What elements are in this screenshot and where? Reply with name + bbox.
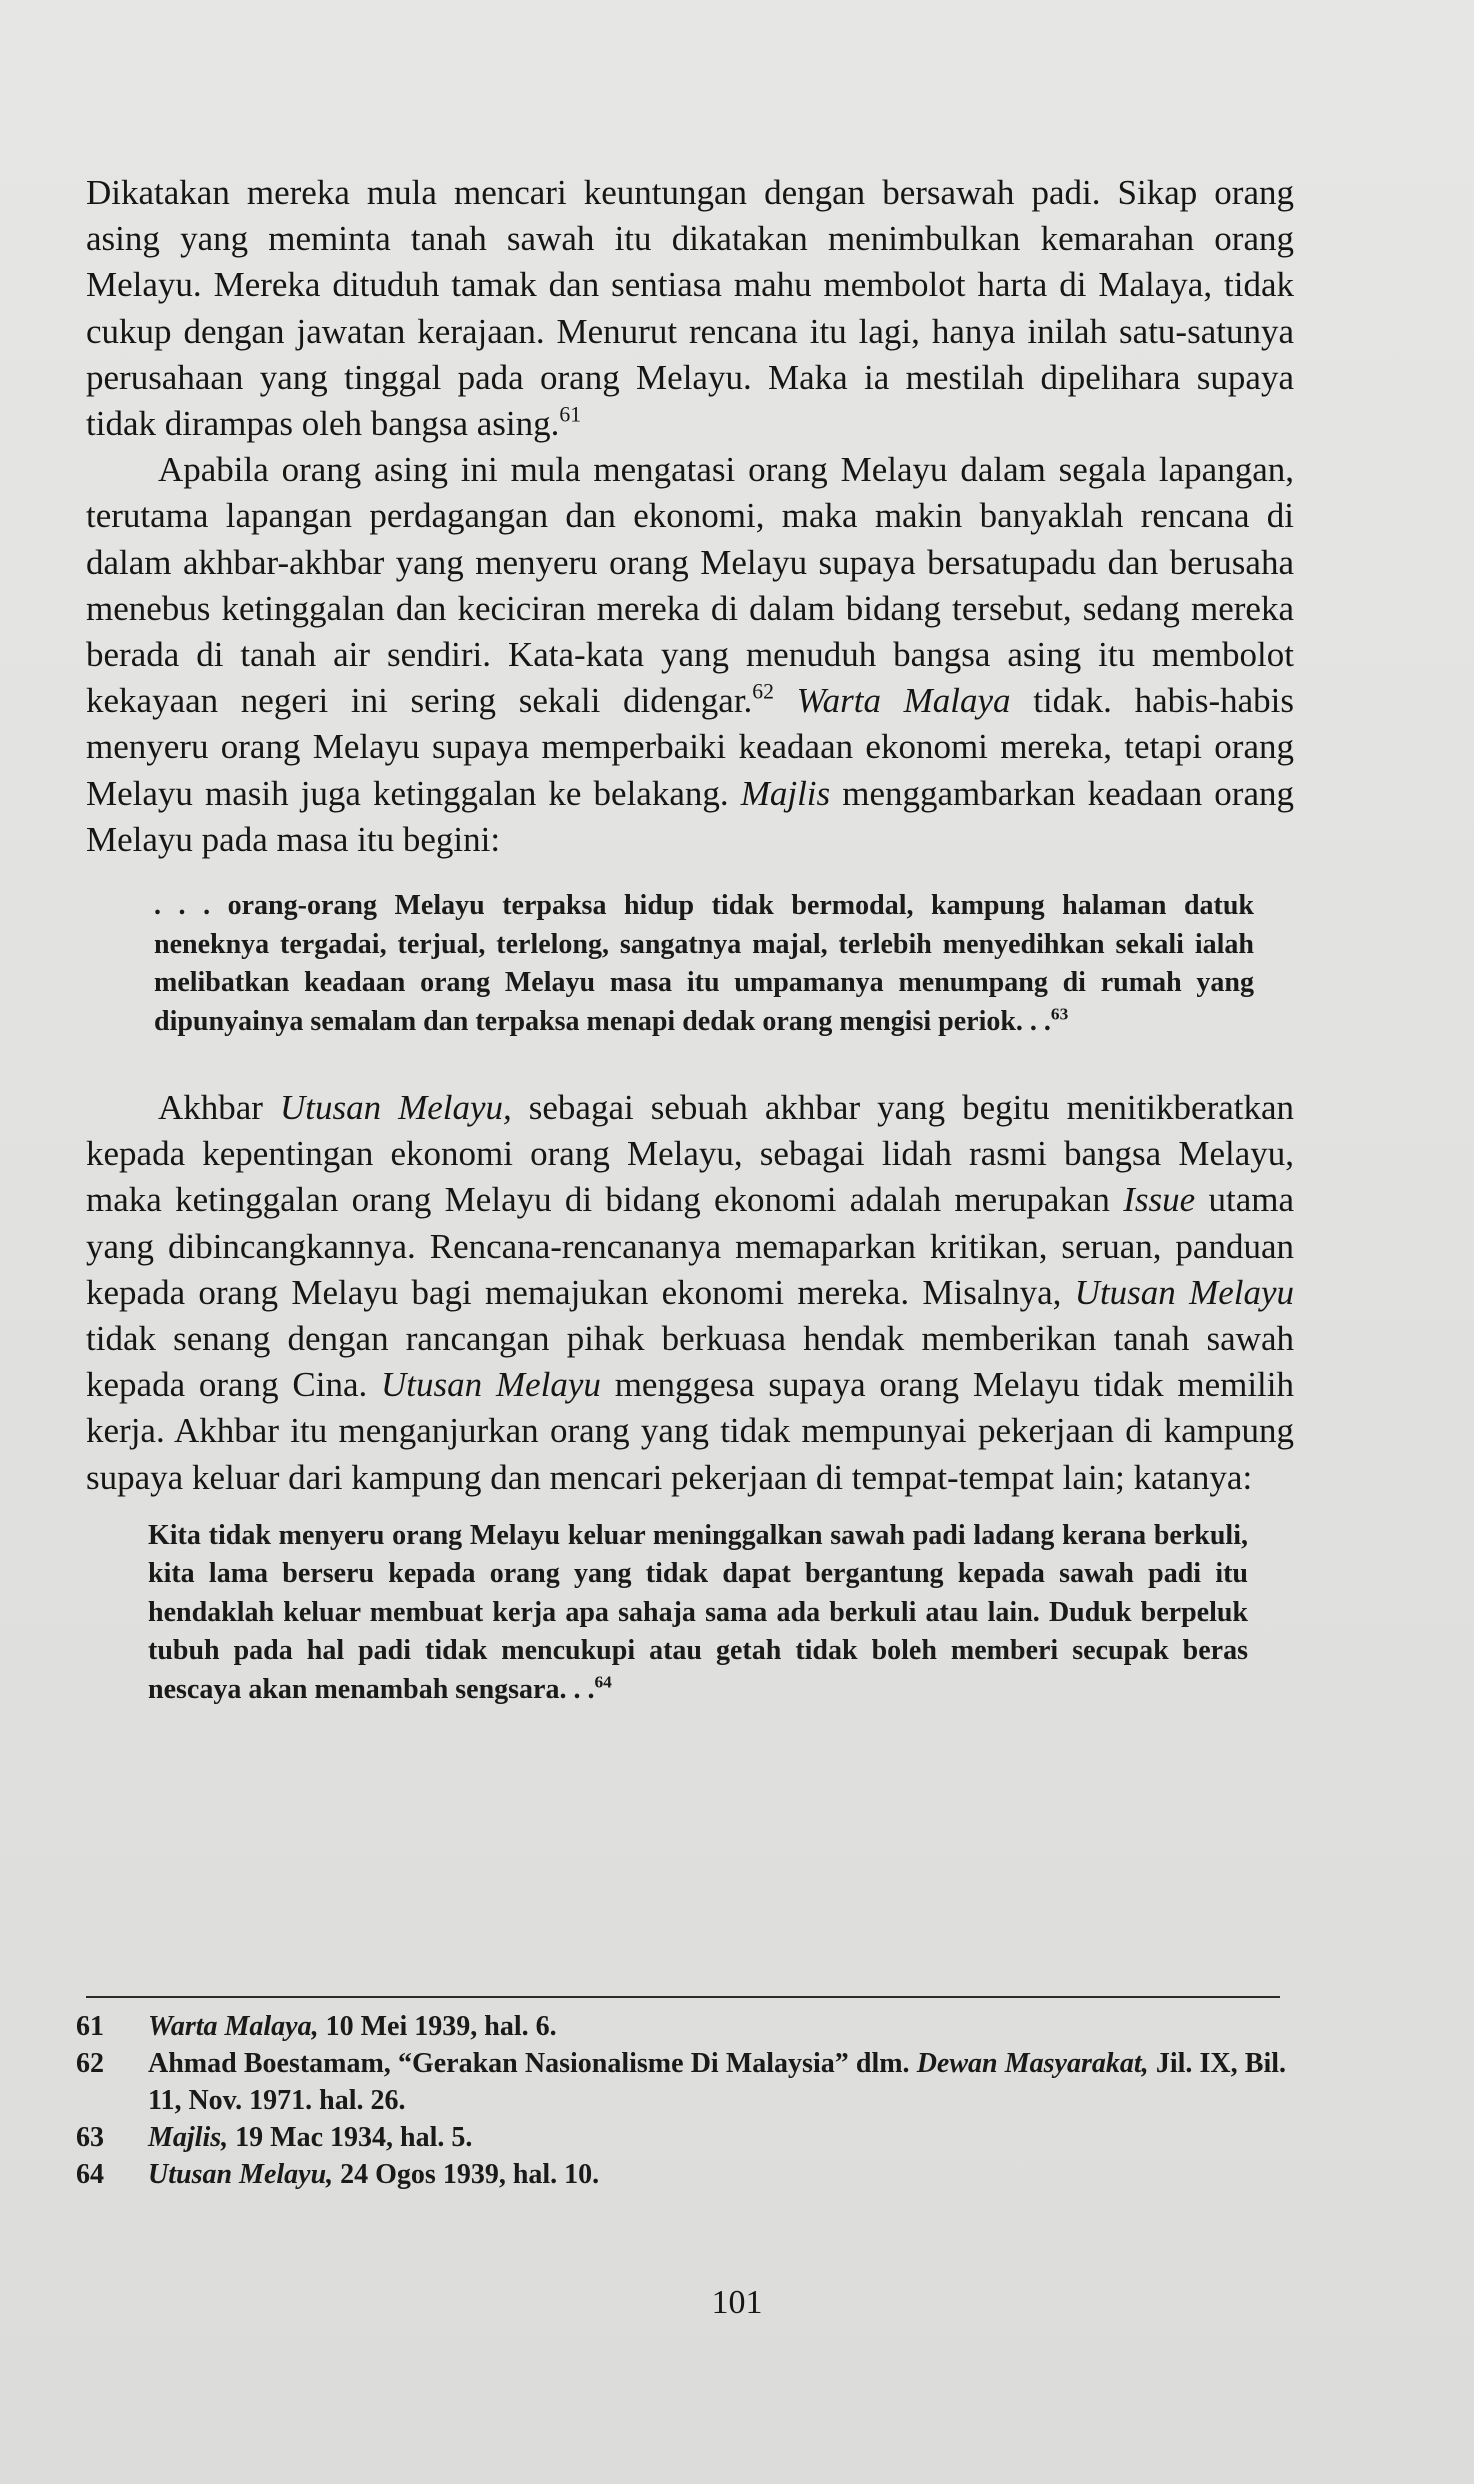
footnote-author: Ahmad Boestamam, “Gerakan Nasionalisme Di Malaysia” dlm. <box>148 2048 910 2079</box>
footnote-detail: Jil. IX, Bil. 11, Nov. 1971. hal. 26. <box>148 2048 1287 2116</box>
footnote-64 <box>76 2156 1286 2193</box>
paragraph-2 <box>86 447 1294 863</box>
paragraph-3-text-d: tidak senang dengan rancangan pihak berkuasa hendak memberikan tanah sawah kepada orang Cina. <box>86 1319 1294 1405</box>
footnote-number: 62 <box>76 2048 104 2079</box>
footnote-detail: 10 Mei 1939, hal. 6. <box>325 2011 557 2042</box>
paragraph-2-text-c: menggambarkan keadaan orang Melayu pada masa itu begini: <box>86 773 1294 859</box>
paragraph-2-text-a: Apabila orang asing ini mula mengatasi orang Melayu dalam segala lapangan, terutama lapangan perdagangan dan ekonomi, maka makin banyaklah rencana di dalam akhbar-akhbar yang menyeru orang Melayu supaya bersatupadu dan berusaha menebus ketinggalan dan keciciran mereka di dalam bidang tersebut, sedang mereka berada di tanah air sendiri. Kata-kata yang menuduh bangsa asing itu membolot kekayaan negeri ini sering sekali didengar. <box>86 450 1294 721</box>
paragraph-2-text-b: tidak. habis-habis menyeru orang Melayu supaya memperbaiki keadaan ekonomi mereka, tetapi orang Melayu masih juga ketinggalan ke belakang. <box>86 681 1295 813</box>
footnote-divider <box>86 1996 1280 1998</box>
page-number: 101 <box>711 2284 763 2321</box>
footnote-text <box>148 2119 1286 2156</box>
paragraph-3-text-e: menggesa supaya orang Melayu tidak memilih kerja. Akhbar itu menganjurkan orang yang tidak mempunyai pekerjaan di kampung supaya keluar dari kampung dan mencari pekerjaan di tempat-tempat lain; katanya: <box>86 1365 1295 1497</box>
footnote-63 <box>76 2119 1286 2156</box>
paragraph-3-text-b: sebagai sebuah akhbar yang begitu menitikberatkan kepada kepentingan ekonomi orang Melayu, sebagai lidah rasmi bangsa Melayu, maka ketinggalan orang Melayu di bidang ekonomi adalah merupakan <box>86 1088 1295 1220</box>
footnote-detail: 24 Ogos 1939, hal. 10. <box>340 2159 600 2190</box>
paragraph-3-text-a: Akhbar <box>158 1088 263 1128</box>
footnote-detail: 19 Mac 1934, hal. 5. <box>235 2122 473 2153</box>
footnote-source-title: Utusan Melayu, <box>148 2159 334 2190</box>
paragraph-3-italic-d: Utusan Melayu <box>381 1365 601 1405</box>
footnote-source-title: Majlis, <box>148 2122 229 2153</box>
paragraph-2-italic-a: Warta Malaya <box>796 681 1011 721</box>
footnote-text <box>148 2156 1286 2193</box>
paragraph-3-italic-b: Issue <box>1123 1180 1196 1220</box>
paragraph-2-italic-b: Majlis <box>740 773 831 813</box>
footnote-ref-61: 61 <box>559 402 582 427</box>
footnotes <box>76 2008 1286 2193</box>
footnote-text <box>148 2008 1286 2045</box>
block-quote-2 <box>148 1517 1248 1710</box>
footnote-ref-64: 64 <box>594 1672 612 1692</box>
block-quote-1-text: . . . orang-orang Melayu terpaksa hidup tidak bermodal, kampung halaman datuk neneknya tergadai, terjual, terlelong, sangatnya majal, terlebih menyedihkan sekali ialah melibatkan keadaan orang Melayu masa itu umpamanya menumpang di rumah yang dipunyainya semalam dan terpaksa menapi dedak orang mengisi periok. . . <box>154 890 1254 1037</box>
footnote-number: 61 <box>76 2011 104 2042</box>
footnote-ref-63: 63 <box>1050 1003 1069 1023</box>
footnote-number: 63 <box>76 2122 104 2153</box>
paragraph-3-italic-a: Utusan Melayu, <box>279 1088 512 1128</box>
footnote-62 <box>76 2045 1286 2119</box>
block-quote-2-text: Kita tidak menyeru orang Melayu keluar meninggalkan sawah padi ladang kerana berkuli, kita lama berseru kepada orang yang tidak dapat bergantung kepada sawah padi itu hendaklah keluar membuat kerja apa sahaja sama ada berkuli atau lain. Duduk berpeluk tubuh pada hal padi tidak mencukupi atau getah tidak boleh memberi secupak beras nescaya akan menambah sengsara. . . <box>148 1519 1248 1705</box>
footnote-number: 64 <box>76 2159 104 2190</box>
paragraph-3-italic-c: Utusan Melayu <box>1074 1272 1295 1312</box>
paragraph-1-text: Dikatakan mereka mula mencari keuntungan dengan bersawah padi. Sikap orang asing yang meminta tanah sawah itu dikatakan menimbulkan kemarahan orang Melayu. Mereka dituduh tamak dan sentiasa mahu membolot harta di Malaya, tidak cukup dengan jawatan kerajaan. Menurut rencana itu lagi, hanya inilah satu-satunya perusahaan yang tinggal pada orang Melayu. Maka ia mestilah dipelihara supaya tidak dirampas oleh bangsa asing. <box>86 173 1294 444</box>
footnote-source-title: Warta Malaya, <box>148 2011 319 2042</box>
block-quote-1 <box>154 887 1254 1041</box>
paragraph-1 <box>86 170 1294 447</box>
paragraph-3-text-c: utama yang dibincangkannya. Rencana-rencananya memaparkan kritikan, seruan, panduan kepada orang Melayu bagi memajukan ekonomi mereka. Misalnya, <box>86 1180 1295 1312</box>
footnote-source-title: Dewan Masyarakat, <box>916 2048 1149 2079</box>
footnote-61 <box>76 2008 1286 2045</box>
paragraph-3 <box>86 1085 1294 1501</box>
main-text <box>86 170 1294 1709</box>
footnote-text <box>148 2045 1286 2119</box>
footnote-ref-62: 62 <box>752 679 774 704</box>
